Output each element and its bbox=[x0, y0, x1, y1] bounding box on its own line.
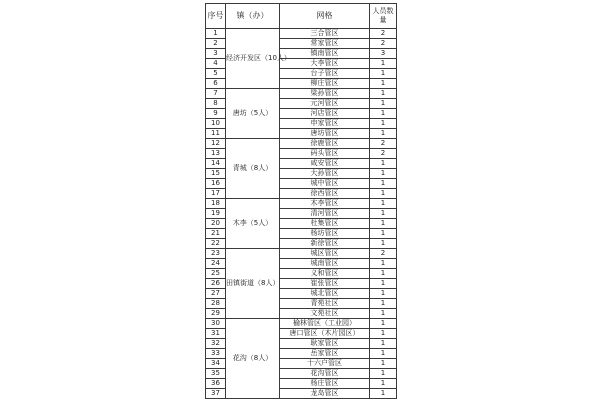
grid-name-cell: 城南管区 bbox=[280, 259, 370, 269]
row-number: 8 bbox=[206, 99, 226, 109]
row-number: 19 bbox=[206, 209, 226, 219]
count-cell: 2 bbox=[370, 39, 397, 49]
row-number: 14 bbox=[206, 159, 226, 169]
grid-name-cell: 城北管区 bbox=[280, 289, 370, 299]
grid-name-cell: 柳庄管区 bbox=[280, 79, 370, 89]
count-cell: 1 bbox=[370, 349, 397, 359]
row-number: 25 bbox=[206, 269, 226, 279]
row-number: 7 bbox=[206, 89, 226, 99]
table-header-row bbox=[206, 4, 397, 29]
count-cell: 1 bbox=[370, 219, 397, 229]
count-cell: 3 bbox=[370, 49, 397, 59]
count-cell: 1 bbox=[370, 239, 397, 249]
count-cell: 1 bbox=[370, 189, 397, 199]
grid-name-cell: 大孙管区 bbox=[280, 169, 370, 179]
count-cell: 1 bbox=[370, 339, 397, 349]
table-row bbox=[206, 139, 397, 149]
town-cell: 唐坊（5人） bbox=[226, 89, 280, 139]
grid-name-cell: 徐鹿管区 bbox=[280, 139, 370, 149]
count-cell: 1 bbox=[370, 179, 397, 189]
grid-name-cell: 杜集管区 bbox=[280, 219, 370, 229]
grid-name-cell: 木李管区 bbox=[280, 199, 370, 209]
count-cell: 1 bbox=[370, 309, 397, 319]
count-cell: 1 bbox=[370, 129, 397, 139]
row-number: 34 bbox=[206, 359, 226, 369]
grid-name-cell: 文苑社区 bbox=[280, 309, 370, 319]
row-number: 13 bbox=[206, 149, 226, 159]
grid-name-cell: 河店管区 bbox=[280, 109, 370, 119]
row-number: 31 bbox=[206, 329, 226, 339]
grid-name-cell: 城区管区 bbox=[280, 249, 370, 259]
town-cell: 青城（8人） bbox=[226, 139, 280, 199]
row-number: 24 bbox=[206, 259, 226, 269]
count-cell: 1 bbox=[370, 159, 397, 169]
count-cell: 1 bbox=[370, 199, 397, 209]
count-cell: 2 bbox=[370, 249, 397, 259]
table-row bbox=[206, 29, 397, 39]
row-number: 2 bbox=[206, 39, 226, 49]
row-number: 27 bbox=[206, 289, 226, 299]
row-number: 26 bbox=[206, 279, 226, 289]
grid-name-cell: 咸安管区 bbox=[280, 159, 370, 169]
count-cell: 2 bbox=[370, 149, 397, 159]
grid-name-cell: 龙岛管区 bbox=[280, 389, 370, 399]
row-number: 30 bbox=[206, 319, 226, 329]
count-cell: 1 bbox=[370, 379, 397, 389]
grid-name-cell: 台子管区 bbox=[280, 69, 370, 79]
count-cell: 1 bbox=[370, 259, 397, 269]
row-number: 6 bbox=[206, 79, 226, 89]
row-number: 33 bbox=[206, 349, 226, 359]
town-cell: 田镇街道（8人） bbox=[226, 249, 280, 319]
row-number: 29 bbox=[206, 309, 226, 319]
grid-name-cell: 码头管区 bbox=[280, 149, 370, 159]
grid-name-cell: 三合管区 bbox=[280, 29, 370, 39]
count-cell: 1 bbox=[370, 329, 397, 339]
table-body bbox=[206, 29, 397, 399]
count-cell: 1 bbox=[370, 389, 397, 399]
grid-name-cell: 唐坊管区 bbox=[280, 129, 370, 139]
grid-name-cell: 徐西管区 bbox=[280, 189, 370, 199]
row-number: 5 bbox=[206, 69, 226, 79]
count-cell: 1 bbox=[370, 289, 397, 299]
table-row bbox=[206, 249, 397, 259]
row-number: 12 bbox=[206, 139, 226, 149]
header-count: 人员数量 bbox=[370, 4, 397, 29]
row-number: 1 bbox=[206, 29, 226, 39]
grid-name-cell: 花沟管区 bbox=[280, 369, 370, 379]
grid-name-cell: 镇南管区 bbox=[280, 49, 370, 59]
table-row bbox=[206, 319, 397, 329]
grid-name-cell: 耿家管区 bbox=[280, 339, 370, 349]
grid-name-cell: 清河管区 bbox=[280, 209, 370, 219]
row-number: 35 bbox=[206, 369, 226, 379]
row-number: 17 bbox=[206, 189, 226, 199]
grid-name-cell: 岳家管区 bbox=[280, 349, 370, 359]
header-no: 序号 bbox=[206, 4, 226, 29]
grid-name-cell: 大李管区 bbox=[280, 59, 370, 69]
count-cell: 1 bbox=[370, 119, 397, 129]
row-number: 28 bbox=[206, 299, 226, 309]
row-number: 23 bbox=[206, 249, 226, 259]
count-cell: 1 bbox=[370, 89, 397, 99]
grid-name-cell: 杨庄管区 bbox=[280, 379, 370, 389]
header-grid: 网格 bbox=[280, 4, 370, 29]
grid-name-cell: 杨坊管区 bbox=[280, 229, 370, 239]
count-cell: 1 bbox=[370, 369, 397, 379]
count-cell: 1 bbox=[370, 299, 397, 309]
count-cell: 1 bbox=[370, 59, 397, 69]
row-number: 20 bbox=[206, 219, 226, 229]
grid-name-cell: 唐口管区（木片园区） bbox=[280, 329, 370, 339]
grid-name-cell: 榆林管区（工业园） bbox=[280, 319, 370, 329]
count-cell: 2 bbox=[370, 139, 397, 149]
grid-name-cell: 常家管区 bbox=[280, 39, 370, 49]
count-cell: 2 bbox=[370, 29, 397, 39]
grid-name-cell: 城中管区 bbox=[280, 179, 370, 189]
grid-name-cell: 青苑社区 bbox=[280, 299, 370, 309]
header-town: 镇（办） bbox=[226, 4, 280, 29]
count-cell: 1 bbox=[370, 279, 397, 289]
table-row bbox=[206, 89, 397, 99]
count-cell: 1 bbox=[370, 169, 397, 179]
grid-name-cell: 义和管区 bbox=[280, 269, 370, 279]
row-number: 18 bbox=[206, 199, 226, 209]
count-cell: 1 bbox=[370, 209, 397, 219]
count-cell: 1 bbox=[370, 99, 397, 109]
town-cell: 花沟（8人） bbox=[226, 319, 280, 399]
row-number: 16 bbox=[206, 179, 226, 189]
row-number: 22 bbox=[206, 239, 226, 249]
count-cell: 1 bbox=[370, 269, 397, 279]
table-row bbox=[206, 199, 397, 209]
grid-name-cell: 元河管区 bbox=[280, 99, 370, 109]
count-cell: 1 bbox=[370, 69, 397, 79]
grid-name-cell: 梁孙管区 bbox=[280, 89, 370, 99]
row-number: 15 bbox=[206, 169, 226, 179]
grid-name-cell: 崔张管区 bbox=[280, 279, 370, 289]
row-number: 37 bbox=[206, 389, 226, 399]
grid-name-cell: 申家管区 bbox=[280, 119, 370, 129]
row-number: 21 bbox=[206, 229, 226, 239]
town-cell: 经济开发区（10人） bbox=[226, 29, 280, 89]
row-number: 11 bbox=[206, 129, 226, 139]
count-cell: 1 bbox=[370, 319, 397, 329]
row-number: 3 bbox=[206, 49, 226, 59]
count-cell: 1 bbox=[370, 359, 397, 369]
row-number: 10 bbox=[206, 119, 226, 129]
grid-name-cell: 十六户管区 bbox=[280, 359, 370, 369]
personnel-grid-table bbox=[205, 3, 397, 399]
row-number: 32 bbox=[206, 339, 226, 349]
count-cell: 1 bbox=[370, 79, 397, 89]
row-number: 36 bbox=[206, 379, 226, 389]
town-cell: 木李（5人） bbox=[226, 199, 280, 249]
row-number: 4 bbox=[206, 59, 226, 69]
row-number: 9 bbox=[206, 109, 226, 119]
count-cell: 1 bbox=[370, 229, 397, 239]
count-cell: 1 bbox=[370, 109, 397, 119]
grid-name-cell: 新徐管区 bbox=[280, 239, 370, 249]
